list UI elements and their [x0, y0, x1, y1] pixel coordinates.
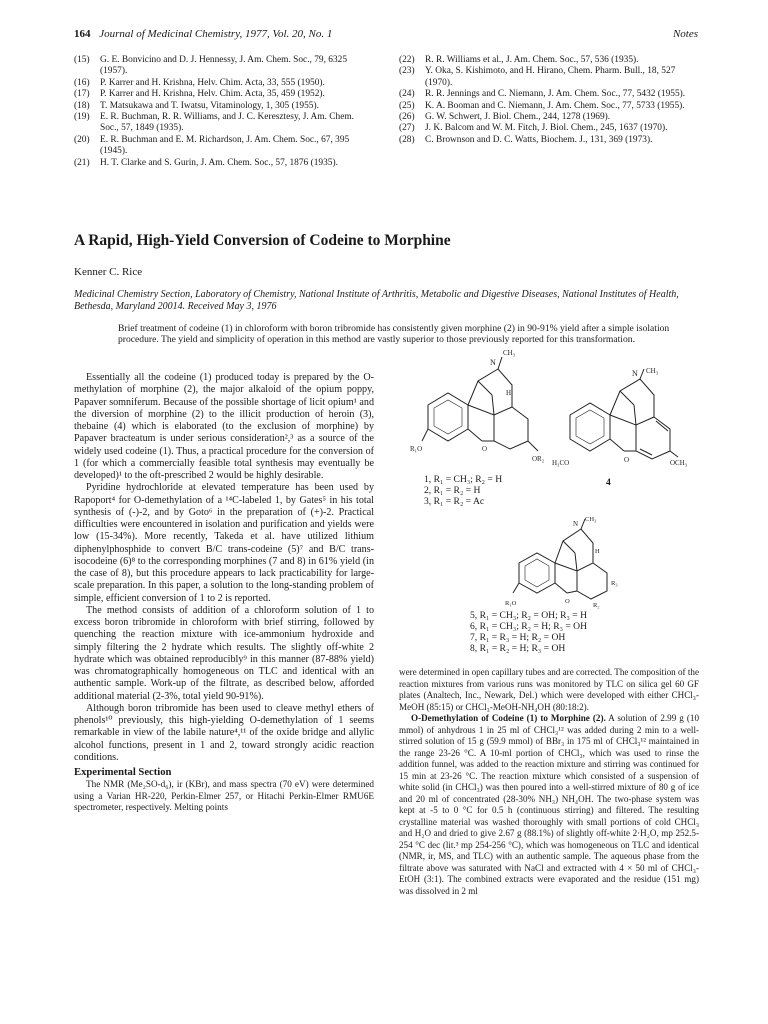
atom-label: H₃CO — [552, 459, 570, 467]
section-label: Notes — [672, 28, 698, 40]
atom-label: R₁O — [410, 445, 423, 453]
journal-citation: Journal of Medicinal Chemistry, 1977, Vol. 20, No. 1 — [99, 28, 333, 40]
compound-number-4: 4 — [606, 477, 611, 488]
atom-label: H — [506, 389, 512, 397]
atom-label: N — [490, 358, 496, 367]
reference-item: (17) P. Karrer and H. Krishna, Helv. Chim. Acta, 35, 459 (1952). — [74, 89, 325, 100]
procedure-heading: O-Demethylation of Codeine (1) to Morphine (2). — [411, 713, 606, 723]
reference-item: (22) R. R. Williams et al., J. Am. Chem. Soc., 57, 536 (1935). — [399, 55, 639, 65]
body-column-right — [399, 667, 699, 897]
section-heading: Experimental Section — [74, 767, 172, 778]
paragraph: Although boron tribromide has been used to cleave methyl ethers of phenols¹⁰ previously, this high-yielding O-demethylation of 1 seems remarkable in view of the labile nature⁴,¹¹ of the oxide bridge and allylic alcohol functions, present in 1 and 2, toward strongly acidic reaction conditions. — [74, 702, 374, 763]
trans-codeine-structure-diagram — [505, 513, 630, 613]
atom-label: CH₃ — [646, 367, 659, 375]
atom-label: O — [482, 445, 488, 453]
paragraph: Essentially all the codeine (1) produced today is prepared by the O-methylation of morphine (2), the major alkaloid of the opium poppy, Papaver somniferum. Because of the possible shortage of licit opium¹ and the diversion of morphine (2) to the illicit production of heroin (3), thebaine (4) which is elaborated (to the exclusion of morphine) by Papaver bracteatum is under serious consideration²,³ as a source of the widely used codeine (1). Thus, a practical procedure for the conversion of 1 (for which a commercially feasible total synthesis may eventually be developed)¹ to the oft-prescribed 2 would be highly desirable. — [74, 372, 374, 481]
atom-label: OR₂ — [532, 455, 545, 463]
atom-label: O — [565, 598, 570, 605]
abstract: Brief treatment of codeine (1) in chloroform with boron tribromide has consistently given morphine (2) in 90-91% yield after a simple isolation procedure. The yield and simplicity of operation in this method are vastly superior to those previously reported for this transformation. — [118, 323, 670, 346]
atom-label: R₂ — [593, 602, 600, 609]
atom-label: OCH₃ — [670, 459, 688, 467]
reference-item: (23) Y. Oka, S. Kishimoto, and H. Hirano, Chem. Pharm. Bull., 18, 527 (1970). — [399, 66, 676, 88]
paragraph: Pyridine hydrochloride at elevated temperature has been used by Rapoport⁴ for O-demethylation of a ¹⁴C-labeled 1, by Gates⁵ in his total synthesis of (-)-2, and by Goto⁶ in the preparation of (+)-2. Practical difficulties were encountered in isolation and purification and yields were low (15-34%). More recently, Takeda et al. have utilized lithium diphenylphosphide to convert B/C trans-codeine (5)⁷ and B/C trans-isocodeine (6)⁸ to the corresponding morphines (7 and 8) in 61% yield (in the case of 8), but this procedure appears to lack practicability for large-scale preparation. In this paper, a solution to the long-standing problem of simple, efficient conversion of 1 to 2 is reported. — [74, 482, 374, 604]
atom-label: CH₃ — [503, 349, 516, 357]
references-left — [74, 55, 374, 169]
atom-label: O — [624, 456, 630, 464]
paragraph: were determined in open capillary tubes and are corrected. The composition of the reaction mixtures from various runs was monitored by TLC on silica gel 60 GF plates (Analtech, Inc., Newark, Del.) which were developed with either CHCl₃-MeOH (85:15) or CHCl₃-MeOH-NH₄OH (80:18:2). — [399, 667, 699, 712]
reference-item: (19) E. R. Buchman, R. R. Williams, and J. C. Keresztesy, J. Am. Chem. Soc., 57, 1849 (1935). — [74, 112, 355, 134]
reference-item: (21) H. T. Clarke and S. Gurin, J. Am. Chem. Soc., 57, 1876 (1935). — [74, 157, 338, 168]
reference-item: (20) E. R. Buchman and E. M. Richardson, J. Am. Chem. Soc., 67, 395 (1945). — [74, 134, 350, 157]
paragraph: The method consists of addition of a chloroform solution of 1 to excess boron tribromide in chloroform with brief stirring, followed by quenching the reaction mixture with ice-ammonium hydroxide and simply filtering the 2 hydrate which results. The slightly off-white 2 hydrate which was obtained reproducibly⁹ in this manner (87-88% yield) was chromatographically homogeneous on TLC and identical with an authentic sample. Work-up of the filtrate, as described below, afforded additional material (2-3%, total yield 90-91%). — [74, 604, 374, 702]
codeine-structure-diagram — [410, 345, 560, 470]
body-column-left — [74, 372, 374, 814]
thebaine-structure-diagram — [552, 365, 697, 475]
compound-legend-5-8: 5, R₁ = CH₃; R₂ = OH; R₃ = H 6, R₁ = CH₃; R₂ = H; R₃ = OH 7, R₁ = R₃ = H; R₂ = OH 8, R₁ = R₂ = H; R₃ = OH — [470, 610, 588, 654]
atom-label: N — [573, 520, 579, 528]
reference-item: (16) P. Karrer and H. Krishna, Helv. Chim. Acta, 33, 555 (1950). — [74, 77, 325, 88]
reference-item: (18) T. Matsukawa and T. Iwatsu, Vitaminology, 1, 305 (1955). — [74, 100, 319, 111]
page-number: 164 — [74, 28, 91, 40]
reference-item: (28) C. Brownson and D. C. Watts, Biochem. J., 131, 369 (1973). — [399, 134, 653, 145]
reference-item: (25) K. A. Booman and C. Niemann, J. Am. Chem. Soc., 77, 5733 (1955). — [399, 100, 685, 111]
atom-label: H — [595, 548, 600, 555]
atom-label: CH₃ — [585, 516, 597, 523]
atom-label: R₃ — [611, 580, 618, 587]
article-title: A Rapid, High-Yield Conversion of Codeine to Morphine — [74, 232, 451, 249]
compound-legend-1-3: 1, R₁ = CH₃; R₂ = H 2, R₁ = R₂ = H 3, R₁ = R₂ = Ac — [424, 474, 503, 507]
affiliation: Medicinal Chemistry Section, Laboratory of Chemistry, National Institute of Arthritis, Metabolic and Digestive Diseases, National Institutes of Health, Bethesda, Maryland 20014. Received May 3, 1976 — [74, 289, 679, 312]
reference-item: (15) G. E. Bonvicino and D. J. Hennessy, J. Am. Chem. Soc., 79, 6325 (1957). — [74, 55, 348, 77]
atom-label: N — [632, 369, 638, 378]
reference-item: (26) G. W. Schwert, J. Biol. Chem., 244, 1278 (1969). — [399, 112, 611, 123]
references-right — [399, 55, 699, 146]
reference-item: (24) R. R. Jennings and C. Niemann, J. Am. Chem. Soc., 77, 5432 (1955). — [399, 89, 686, 100]
paragraph: The NMR (Me₂SO-d₆), ir (KBr), and mass spectra (70 eV) were determined using a Varian HR-220, Perkin-Elmer 257, or Hitachi Perkin-Elmer RMU6E spectrometer, respectively. Melting points — [74, 779, 374, 813]
author: Kenner C. Rice — [74, 266, 143, 278]
reference-item: (27) J. K. Balcom and W. M. Fitch, J. Biol. Chem., 245, 1637 (1970). — [399, 123, 668, 134]
atom-label: R₁O — [505, 600, 517, 607]
paragraph: O-Demethylation of Codeine (1) to Morphine (2). A solution of 2.99 g (10 mmol) of anhydrous 1 in 25 ml of CHCl₃¹² was added during 2 min to a well-stirred solution of 15 g (59.9 mmol) of BBr₃ in 175 ml of CHCl₃¹² maintained in the range 23-26 °C. A 10-ml portion of CHCl₃, which was used to rinse the addition funnel, was added to the reaction mixture and stirring was continued for 15 min at 23-26 °C. The reaction mixture which consisted of a suspension of white solid (in CHCl₃) was then poured into a well-stirred mixture of 80 g of ice and 20 ml of concentrated (28-30% NH₃) NH₄OH. The two-phase system was kept at -5 to 0 °C for 0.5 h (continuous stirring) and filtered. The resulting crystalline material was washed thoroughly with small portions of cold CHCl₃ and H₂O and dried to give 2.67 g (88.1%) of slightly off-white 2·H₂O, mp 252.5-254 °C dec (lit.³ mp 254-256 °C), which was homogeneous on TLC and identical (NMR, ir, MS, and TLC) with an authentic sample. The aqueous phase from the filtrate above was saturated with NaCl and extracted with 4 × 50 ml of CHCl₃-EtOH (3:1). The combined extracts were evaporated and the residue (151 mg) was dissolved in 2 ml — [399, 713, 699, 896]
running-header — [74, 28, 698, 40]
